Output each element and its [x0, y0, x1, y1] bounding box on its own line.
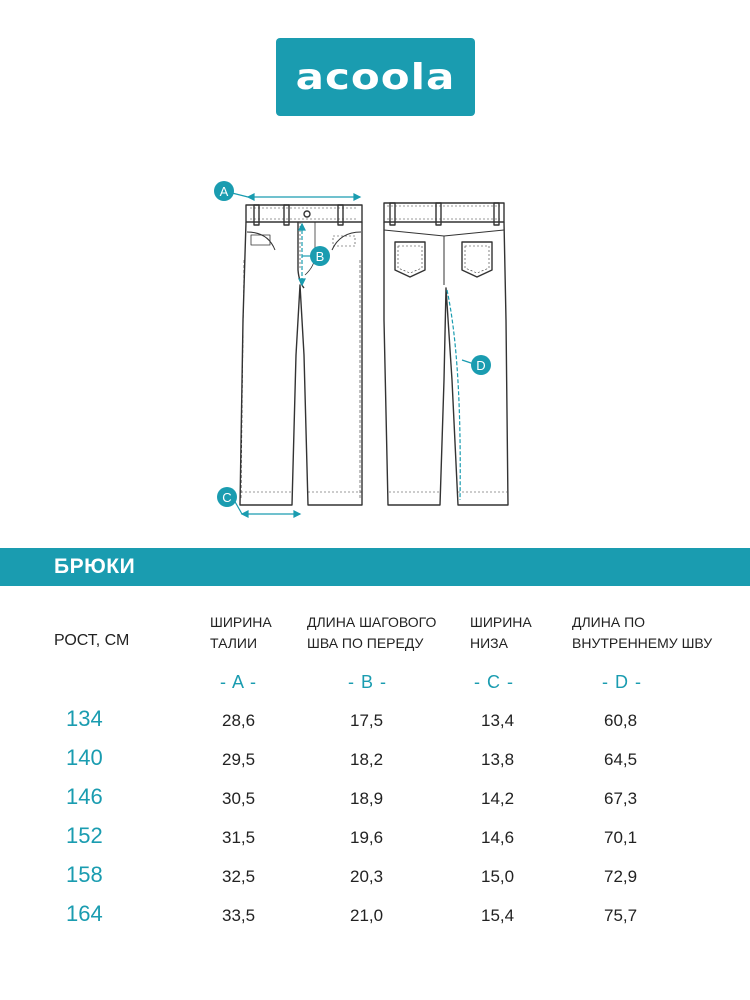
column-letter-c: - C - — [474, 672, 514, 692]
svg-text:D: D — [476, 358, 486, 373]
label-a — [214, 181, 234, 201]
table-cell: 30,5 — [222, 789, 256, 808]
table-cell: 33,5 — [222, 906, 256, 925]
table-cell: 15,4 — [481, 906, 515, 925]
svg-text:A: A — [219, 184, 229, 199]
table-cell: 20,3 — [350, 867, 384, 886]
section-title: БРЮКИ — [54, 555, 136, 578]
table-cell: 32,5 — [222, 867, 256, 886]
svg-text:C: C — [222, 490, 232, 505]
column-header-waist: ШИРИНА ТАЛИИ — [210, 614, 272, 651]
table-cell: 31,5 — [222, 828, 256, 847]
logo-text: acoola — [295, 55, 456, 98]
table-cell: 17,5 — [350, 711, 384, 730]
table-cell: 72,9 — [604, 867, 638, 886]
row-height-3: 152 — [66, 823, 103, 848]
column-letter-a: - A - — [220, 672, 258, 692]
svg-text:B: B — [315, 249, 325, 264]
table-cell: 15,0 — [481, 867, 515, 886]
table-cell: 14,6 — [481, 828, 515, 847]
row-height-1: 140 — [66, 745, 103, 770]
label-c — [217, 487, 237, 507]
pants-back-view — [384, 203, 508, 505]
table-cell: 28,6 — [222, 711, 256, 730]
column-header-front-rise: ДЛИНА ШАГОВОГО ШВА ПО ПЕРЕДУ — [307, 614, 437, 651]
table-cell: 13,4 — [481, 711, 515, 730]
table-cell: 67,3 — [604, 789, 638, 808]
measurement-lines — [232, 193, 474, 517]
brand-logo — [276, 38, 475, 116]
table-cell: 13,8 — [481, 750, 515, 769]
table-cell: 19,6 — [350, 828, 384, 847]
column-header-hem: ШИРИНА НИЗА — [470, 614, 532, 651]
table-cell: 14,2 — [481, 789, 515, 808]
label-b — [310, 246, 330, 266]
table-cell: 70,1 — [604, 828, 638, 847]
pants-front-view — [240, 205, 362, 505]
table-cell: 21,0 — [350, 906, 384, 925]
table-cell: 18,2 — [350, 750, 384, 769]
column-letter-d: - D - — [602, 672, 642, 692]
table-cell: 60,8 — [604, 711, 638, 730]
table-cell: 64,5 — [604, 750, 638, 769]
column-header-inseam: ДЛИНА ПО ВНУТРЕННЕМУ ШВУ — [572, 614, 713, 651]
row-height-5: 164 — [66, 901, 103, 926]
table-cell: 18,9 — [350, 789, 384, 808]
table-cell: 29,5 — [222, 750, 256, 769]
table-cell: 75,7 — [604, 906, 638, 925]
height-column-header: РОСТ, СМ — [54, 632, 130, 649]
column-letter-b: - B - — [348, 672, 387, 692]
row-height-4: 158 — [66, 862, 103, 887]
row-height-2: 146 — [66, 784, 103, 809]
row-height-0: 134 — [66, 706, 103, 731]
pants-diagram — [0, 160, 750, 530]
label-d — [471, 355, 491, 375]
section-banner — [0, 548, 750, 586]
